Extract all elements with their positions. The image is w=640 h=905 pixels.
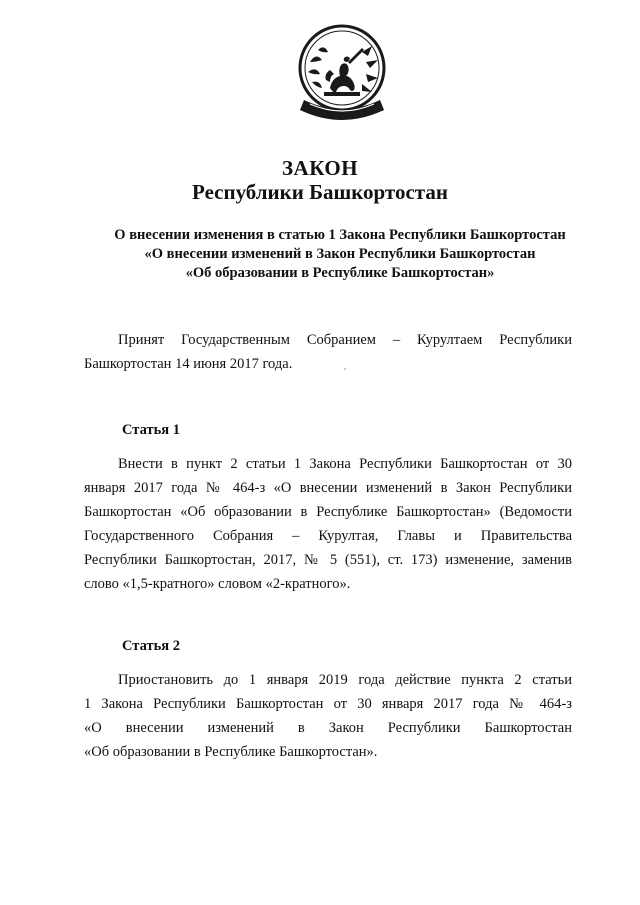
adoption-line: Башкортостан 14 июня 2017 года. [84, 356, 293, 372]
article-1-line: Государственного Собрания – Курултая, Главы и Правительства [84, 528, 572, 544]
article-1-line: Башкортостан «Об образовании в Республике Башкортостан» (Ведомости [84, 504, 572, 520]
document-subtitle: Республики Башкортостан [192, 180, 448, 204]
law-heading-line: «О внесении изменений в Закон Республики Башкортостан [144, 246, 536, 262]
article-1-line: января 2017 года № 464-з «О внесении изменений в Закон Республики [84, 480, 572, 496]
article-1-line: слово «1,5-кратного» словом «2-кратного». [84, 576, 351, 592]
article-2-title: Статья 2 [122, 638, 180, 654]
coat-of-arms-emblem [296, 22, 388, 126]
article-2-line: «Об образовании в Республике Башкортостан». [84, 744, 378, 760]
article-2-line: 1 Закона Республики Башкортостан от 30 января 2017 года № 464-з [84, 696, 572, 712]
law-heading-line: «Об образовании в Республике Башкортостан» [185, 265, 495, 281]
article-1-title: Статья 1 [122, 422, 180, 438]
article-1-line: Республики Башкортостан, 2017, № 5 (551), ст. 173) изменение, заменив [84, 552, 572, 568]
document-title: ЗАКОН [281, 156, 359, 180]
adoption-line: Принят Государственным Собранием – Курултаем Республики [118, 332, 572, 348]
article-2-line: «О внесении изменений в Закон Республики Башкортостан [84, 720, 572, 736]
article-1-text [84, 452, 572, 596]
scan-speck [344, 368, 346, 370]
law-heading [60, 226, 620, 283]
adoption-paragraph [84, 328, 572, 376]
article-1-line: Внести в пункт 2 статьи 1 Закона Республики Башкортостан от 30 [118, 456, 572, 472]
article-2-line: Приостановить до 1 января 2019 года действие пункта 2 статьи [118, 672, 572, 688]
article-2-text [84, 668, 572, 764]
law-heading-line: О внесении изменения в статью 1 Закона Республики Башкортостан [114, 227, 566, 243]
